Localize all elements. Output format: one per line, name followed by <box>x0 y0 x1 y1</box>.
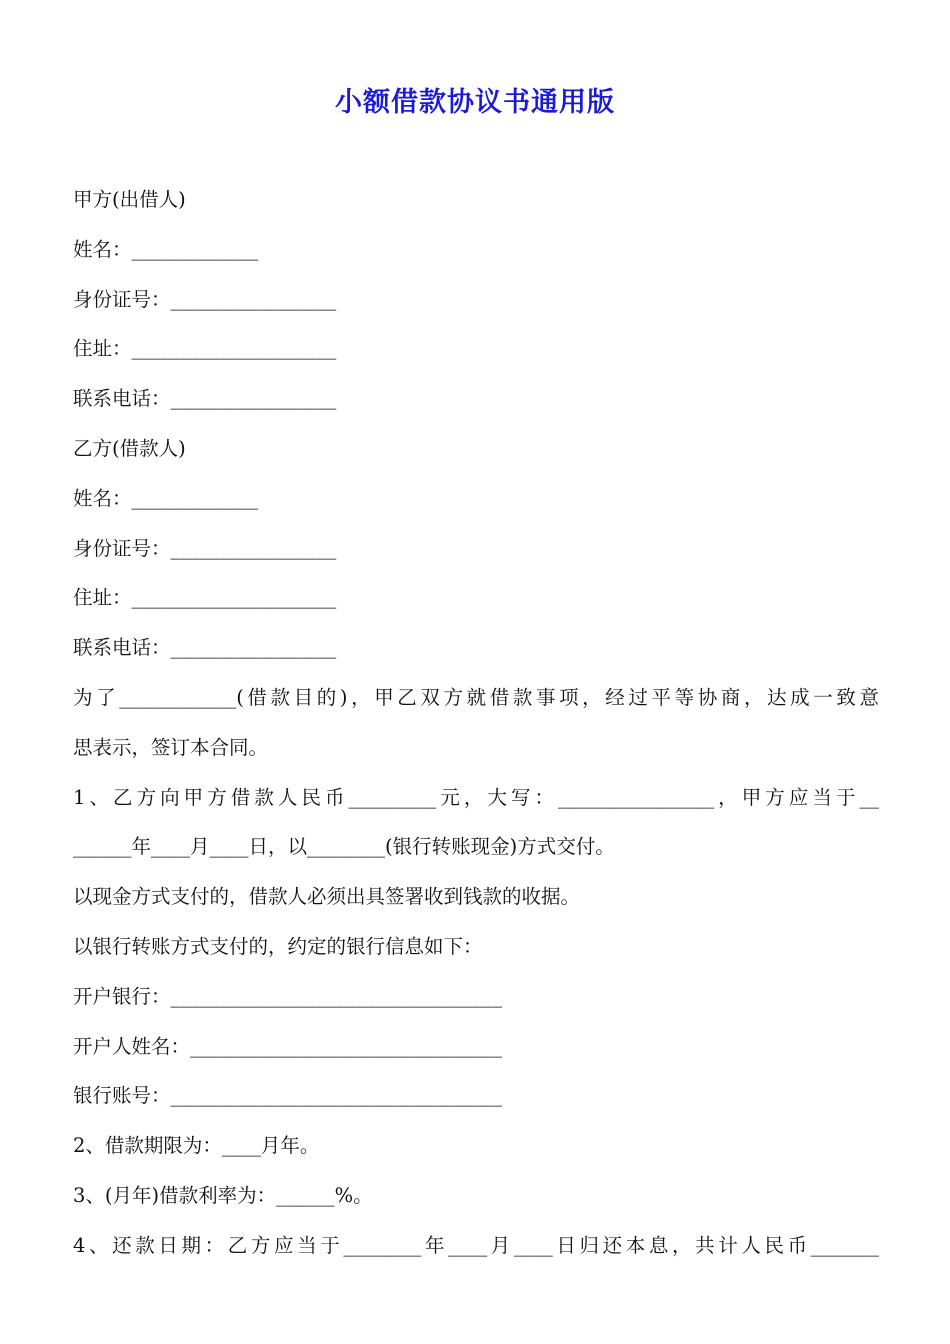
account-number-field: 银行账号：__________________________________ <box>73 1084 503 1108</box>
lender-name-field: 姓名：_____________ <box>73 237 259 261</box>
lender-phone-field: 联系电话：_________________ <box>73 387 337 411</box>
document-body <box>73 182 879 1278</box>
bank-name-field: 开户银行：__________________________________ <box>73 984 503 1008</box>
clause-1-line-2: ______年____月____日，以________(银行转账现金)方式交付。 <box>73 835 615 859</box>
borrower-name-field: 姓名：_____________ <box>73 486 259 510</box>
borrower-address-field: 住址：_____________________ <box>73 586 337 610</box>
borrower-heading: 乙方(借款人) <box>73 436 186 460</box>
bank-transfer-note: 以银行转账方式支付的，约定的银行信息如下： <box>73 934 483 958</box>
purpose-paragraph-line-1: 为了____________(借款目的)，甲乙双方就借款事项，经过平等协商，达成一致意 <box>73 685 879 709</box>
document-title: 小额借款协议书通用版 <box>335 87 615 118</box>
lender-address-field: 住址：_____________________ <box>73 337 337 361</box>
purpose-paragraph-line-2: 思表示，签订本合同。 <box>73 735 269 759</box>
borrower-phone-field: 联系电话：_________________ <box>73 636 337 660</box>
account-holder-field: 开户人姓名：________________________________ <box>73 1034 503 1058</box>
borrower-id-field: 身份证号：_________________ <box>73 536 337 560</box>
lender-heading: 甲方(出借人) <box>73 188 186 211</box>
cash-payment-note: 以现金方式支付的，借款人必须出具签署收到钱款的收据。 <box>73 885 581 909</box>
clause-3-interest: 3、(月年)借款利率为：______%。 <box>73 1183 373 1207</box>
clause-2-term: 2、借款期限为：____月年。 <box>73 1134 320 1158</box>
lender-id-field: 身份证号：_________________ <box>73 287 337 311</box>
clause-1-line-1: 1、乙方向甲方借款人民币_________元，大写：________________，甲方应当于__ <box>73 785 879 809</box>
clause-4-repayment: 4、还款日期：乙方应当于________年____月____日归还本息，共计人民币_______ <box>73 1233 879 1257</box>
